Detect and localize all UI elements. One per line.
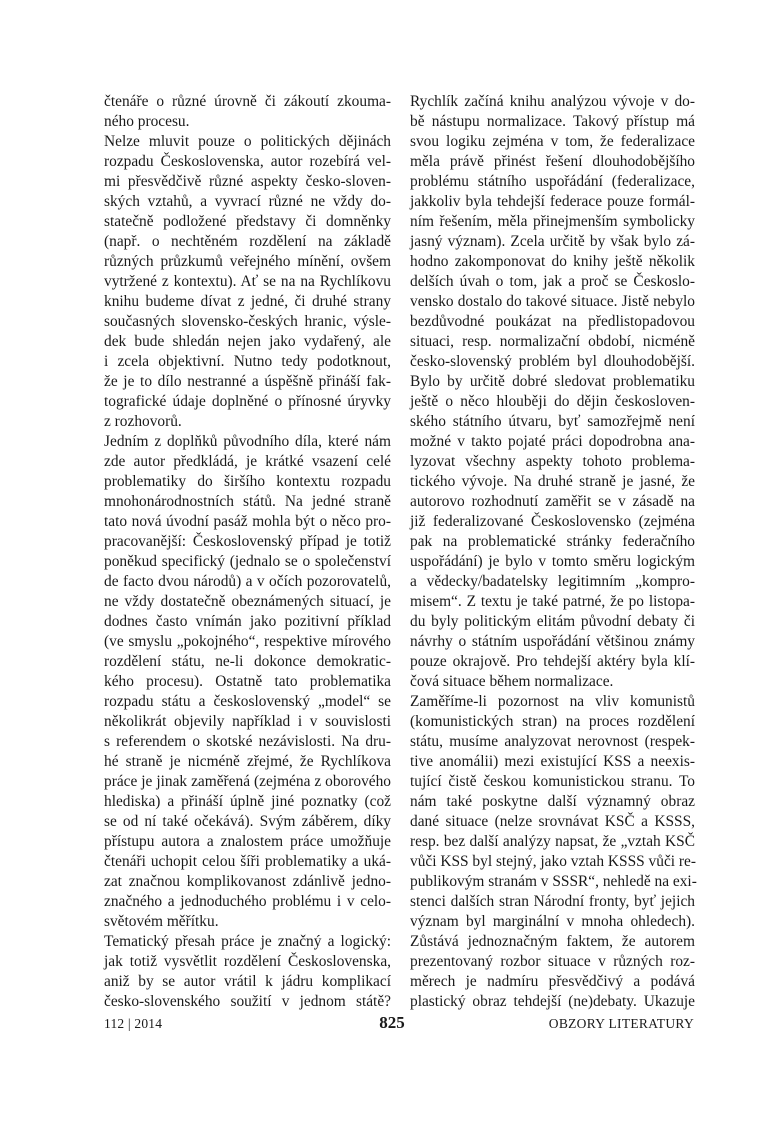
footer-issue: 112 | 2014 — [104, 1016, 163, 1031]
text-line: lyzovat všechny aspekty tohoto problema- — [410, 453, 695, 470]
paragraph — [104, 132, 391, 432]
text-line: Nelze mluvit pouze o politických dějinách — [104, 133, 391, 150]
text-line: čtenáře o různé úrovně či zákoutí zkouma- — [104, 93, 391, 110]
right-text-column — [410, 92, 695, 1012]
text-line: přístupu autora a znalostem práce umožňuje — [104, 833, 391, 850]
text-line: misem“. Z textu je také patrné, že po listopa- — [410, 593, 695, 610]
text-line: současných slovensko-českých hranic, výsle- — [104, 313, 391, 330]
text-line: statečně podložené představy či domněnky — [104, 213, 391, 230]
text-line: svou logiku zejména v tom, že federalizace — [410, 133, 695, 150]
text-line: (ve smyslu „pokojného“, respektive mírového — [104, 633, 391, 650]
text-line: světovém měřítku. — [104, 913, 219, 930]
text-line: rozpadu státu a československý „model“ se — [104, 693, 391, 710]
text-line: rozpadu Československa, autor rozebírá vel- — [104, 153, 391, 170]
text-line: Tematický přesah práce je značný a logický: — [104, 933, 391, 950]
text-line: tive anomálii) mezi existující KSS a neexis- — [410, 753, 695, 770]
text-line: situaci, resp. normalizační období, nicméně — [410, 333, 695, 350]
text-line: de facto dvou národů) a v očích pozorovatelů, — [104, 573, 391, 590]
text-line: zde autor předkládá, je krátké vsazení celé — [104, 453, 391, 470]
text-line: návrhy o státním uspořádání většinou známy — [410, 633, 695, 650]
text-line: hlediska) a přináší úplně jiné poznatky (což — [104, 793, 391, 810]
text-line: resp. bez další analýzy napsat, že „vztah KSČ — [410, 833, 695, 850]
text-line: význam byl marginální v mnoha ohledech). — [410, 913, 695, 930]
text-line: du byly politickým elitám původní debaty či — [410, 613, 695, 630]
text-line: tického vývoje. Na druhé straně je jasné, že — [410, 473, 695, 490]
text-line: Zaměříme-li pozornost na vliv komunistů — [410, 693, 695, 710]
text-line: mnohonárodnostních států. Na jedné straně — [104, 493, 391, 510]
text-line: pracovanější: Československý případ je totiž — [104, 533, 391, 550]
text-line: (komunistických stran) na proces rozdělení — [410, 713, 695, 730]
text-line: jasný význam). Zcela určitě by však bylo zá- — [410, 233, 695, 250]
text-line: jakkoliv byla tehdejší federace pouze formál- — [410, 193, 695, 210]
left-text-column — [104, 92, 391, 1012]
text-line: tografické údaje doplněné o přínosné úryvky — [104, 393, 391, 410]
text-line: vytržené z kontextu). Ať se na na Rychlíkovu — [104, 273, 391, 290]
text-line: Jedním z doplňků původního díla, které nám — [104, 433, 391, 450]
paragraph — [104, 432, 391, 932]
text-line: měrech je nadmíru přesvědčivý a podává — [410, 973, 695, 990]
text-line: že je to dílo nestranné a úspěšně přináší fak- — [104, 373, 391, 390]
text-line: bě nástupu normalizace. Takový přístup má — [410, 113, 695, 130]
text-line: ských vztahů, a vyvrací různé ne vždy do- — [104, 193, 391, 210]
text-line: Rychlík začíná knihu analýzou vývoje v do- — [410, 93, 695, 110]
text-line: měla právě přinést řešení dlouhodobějšího — [410, 153, 695, 170]
text-line: čtenáři uchopit celou šíři problematiky a uká- — [104, 853, 391, 870]
text-line: pouze okrajově. Pro tehdejší aktéry byla klí- — [410, 653, 695, 670]
page-number: 825 — [379, 1013, 405, 1032]
text-line: tující čistě českou komunistickou stranu. To — [410, 773, 695, 790]
paragraph — [410, 92, 695, 692]
text-line: publikovým stranám v SSSR“, nehledě na exi- — [410, 873, 697, 890]
text-line: nám také poskytne další významný obraz — [410, 793, 695, 810]
text-line: ského státního útvaru, byť samozřejmě není — [410, 413, 695, 430]
text-line: a vědecky/badatelsky legitimním „kompro- — [410, 573, 695, 590]
text-line: již federalizované Československo (zejména — [410, 513, 695, 530]
text-line: se od ní také očekává). Svým záběrem, díky — [104, 813, 391, 830]
text-line: možné v takto pojaté práci dopodrobna ana- — [410, 433, 695, 450]
text-line: delších úvah o tom, jak a proč se Českoslo- — [410, 273, 695, 290]
paragraph — [104, 92, 391, 132]
text-line: autorovo rozhodnutí zaměřit se v zásadě na — [410, 493, 695, 510]
text-line: (např. o nechtěném rozdělení na základě — [104, 233, 391, 250]
text-line: ještě o něco hlouběji do dějin českosloven- — [410, 393, 695, 410]
text-line: různých průzkumů veřejného mínění, ovšem — [104, 253, 391, 270]
text-line: česko-slovenského soužití v jednom státě? — [104, 993, 391, 1010]
text-line: pak na problematické stránky federačního — [410, 533, 695, 550]
text-line: poněkud specifický (jednalo se o společenství — [104, 553, 391, 570]
text-line: práce je jinak zaměřená (zejména z oborového — [104, 773, 391, 790]
text-line: problematiky do širšího kontextu rozpadu — [104, 473, 391, 490]
text-line: Bylo by určitě dobré sledovat problematiku — [410, 373, 695, 390]
text-line: aniž by se autor vrátil k jádru komplikací — [104, 973, 391, 990]
text-line: značného a jednoduchého problému i v celo- — [104, 893, 391, 910]
text-line: hé straně je nicméně zřejmé, že Rychlíkova — [104, 753, 391, 770]
text-line: zat značnou komplikovanost zdánlivě jedno- — [104, 873, 391, 890]
text-line: hodno zakomponovat do knihy ještě několik — [410, 253, 695, 270]
text-line: Zůstává jednoznačným faktem, že autorem — [410, 933, 695, 950]
text-line: tato nová úvodní pasáž mohla být o něco pro- — [104, 513, 391, 530]
text-line: problému státního uspořádání (federalizace, — [410, 173, 695, 190]
text-line: z rozhovorů. — [104, 413, 182, 430]
text-line: s referendem o skotské nezávislosti. Na dru- — [104, 733, 391, 750]
text-line: rozdělení státu, ne-li dokonce demokratic- — [104, 653, 391, 670]
paragraph — [410, 692, 695, 1012]
text-line: dané situace (nelze srovnávat KSČ a KSSS, — [410, 813, 695, 830]
paragraph — [104, 932, 391, 1012]
text-line: knihu budeme dívat z jedné, či druhé strany — [104, 293, 391, 310]
text-line: státu, musíme analyzovat nerovnost (respek- — [410, 733, 695, 750]
text-line: mi přesvědčivě různé aspekty česko-sloven- — [104, 173, 391, 190]
text-line: prezentovaný rozbor situace v různých roz- — [410, 953, 695, 970]
text-line: vensko dostalo do takové situace. Jistě nebylo — [410, 293, 695, 310]
text-line: vůči KSS byl stejný, jako vztah KSSS vůči re- — [410, 853, 696, 870]
text-line: stenci dalších stran Národní fronty, byť jejich — [410, 893, 695, 910]
text-line: ním řešením, měla přinejmenším symbolicky — [410, 213, 695, 230]
footer-journal-title: OBZORY LITERATURY — [548, 1016, 694, 1031]
text-line: několikrát objevily například i v souvislosti — [104, 713, 391, 730]
text-line: uspořádání) je bylo v tomto směru logickým — [410, 553, 695, 570]
text-line: ne vždy dostatečně obeznámených situací, je — [104, 593, 391, 610]
text-line: dek bude shledán nejen jako vydařený, ale — [104, 333, 391, 350]
text-line: česko-slovenský problém byl dlouhodobější. — [410, 353, 695, 370]
text-line: kého procesu). Ostatně tato problematika — [104, 673, 391, 690]
text-line: jak totiž vysvětlit rozdělení Československa, — [104, 953, 391, 970]
text-line: ného procesu. — [104, 113, 190, 130]
text-line: i zcela objektivní. Nutno tedy podotknout, — [104, 353, 391, 370]
text-line: bezdůvodné poukázat na předlistopadovou — [410, 313, 695, 330]
text-line: plastický obraz tehdejší (ne)debaty. Ukazuje — [410, 993, 695, 1010]
text-line: čová situace během normalizace. — [410, 673, 614, 690]
text-line: dodnes často vnímán jako pozitivní příklad — [104, 613, 391, 630]
